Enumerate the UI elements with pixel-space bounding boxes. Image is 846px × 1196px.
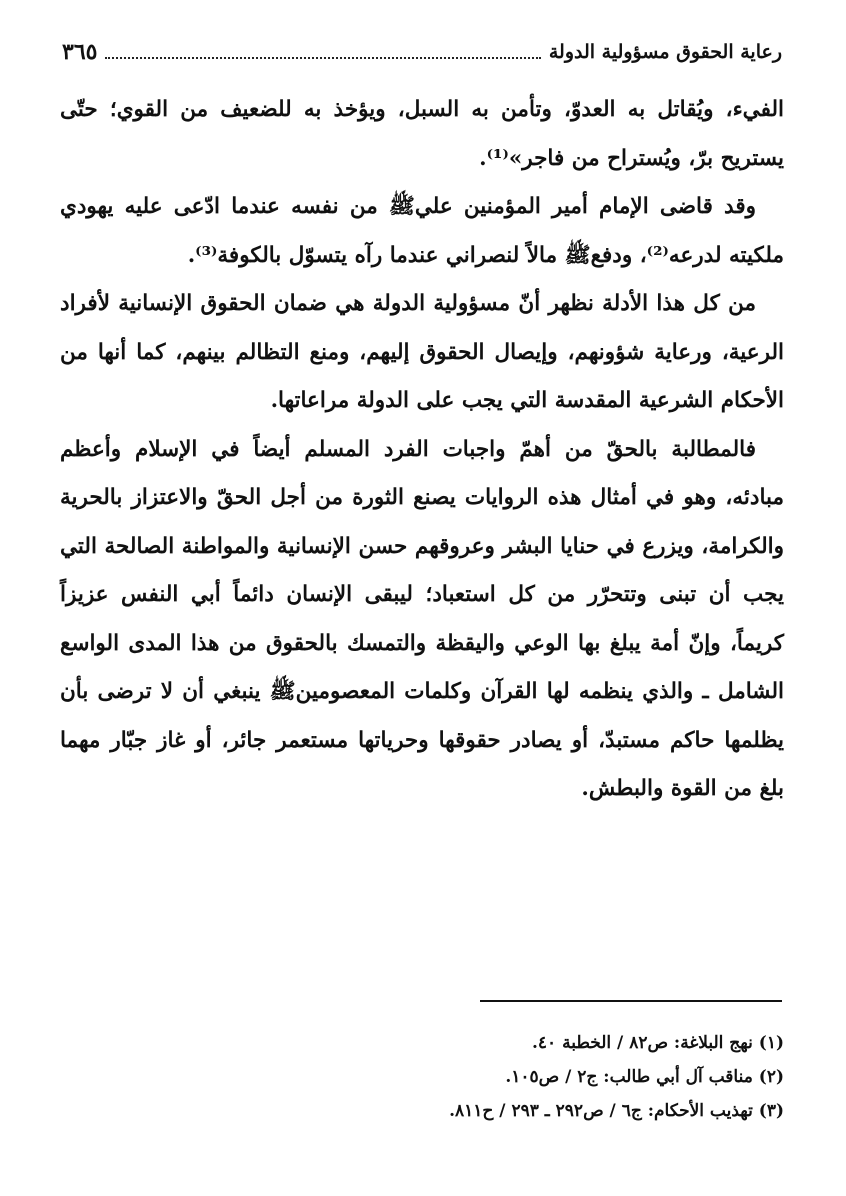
running-header [62,34,782,70]
paragraph-2: وقد قاضى الإمام أمير المؤمنين عليﷺ من نفسه عندما ادّعى عليه يهودي ملكيته لدرعه⁽²⁾، ودفعﷺ مالاً لنصراني عندما رآه يتسوّل بالكوفة⁽³⁾. [60,194,784,268]
paragraph-4: فالمطالبة بالحقّ من أهمّ واجبات الفرد المسلم أيضاً في الإسلام وأعظم مبادئه، وهو في أمثال هذه الروايات يصنع الثورة من أجل الحقّ والاعتزاز بالحرية والكرامة، ويزرع في حنايا البشر وعروقهم حسن الإنسانية والمواطنة الصالحة التي يجب أن تبنى وتتحرّر من كل استعباد؛ ليبقى الإنسان دائماً أبي النفس عزيزاً كريماً، وإنّ أمة يبلغ بها الوعي واليقظة والتمسك بالحقوق من هذا المدى الواسع الشامل ـ والذي ينظمه لها القرآن وكلمات المعصومينﷺ ينبغي أن لا ترضى بأن يظلمها حاكم مستبدّ، أو يصادر حقوقها وحرياتها مستعمر جائر، أو غاز جبّار مهما بلغ من القوة والبطش. [60,436,784,801]
page-number: ٣٦٥ [62,39,98,65]
header-dot-leader [105,57,540,59]
paragraph-3: من كل هذا الأدلة نظهر أنّ مسؤولية الدولة هي ضمان الحقوق الإنسانية لأفراد الرعية، ورعاية شؤونهم، وإيصال الحقوق إليهم، ومنع التظالم بينهم، كما أنها من الأحكام الشرعية المقدسة التي يجب على الدولة مراعاتها. [60,291,784,413]
footnote-1: (١) نهج البلاغة: ص٨٢ / الخطبة ٤٠. [531,1033,784,1053]
footnote-2: (٢) مناقب آل أبي طالب: ج٢ / ص١٠٥. [505,1067,784,1087]
footnotes [60,1026,784,1128]
footnote-separator [480,1000,782,1002]
paragraph-1: الفيء، ويُقاتل به العدوّ، وتأمن به السبل، ويؤخذ به للضعيف من القوي؛ حتّى يستريح برّ، ويُستراح من فاجر»⁽¹⁾. [60,97,784,171]
header-title: رعاية الحقوق مسؤولية الدولة [548,41,782,63]
body-text [60,86,784,814]
footnote-3: (٣) تهذيب الأحكام: ج٦ / ص٢٩٢ ـ ٢٩٣ / ح٨١١. [449,1101,784,1121]
